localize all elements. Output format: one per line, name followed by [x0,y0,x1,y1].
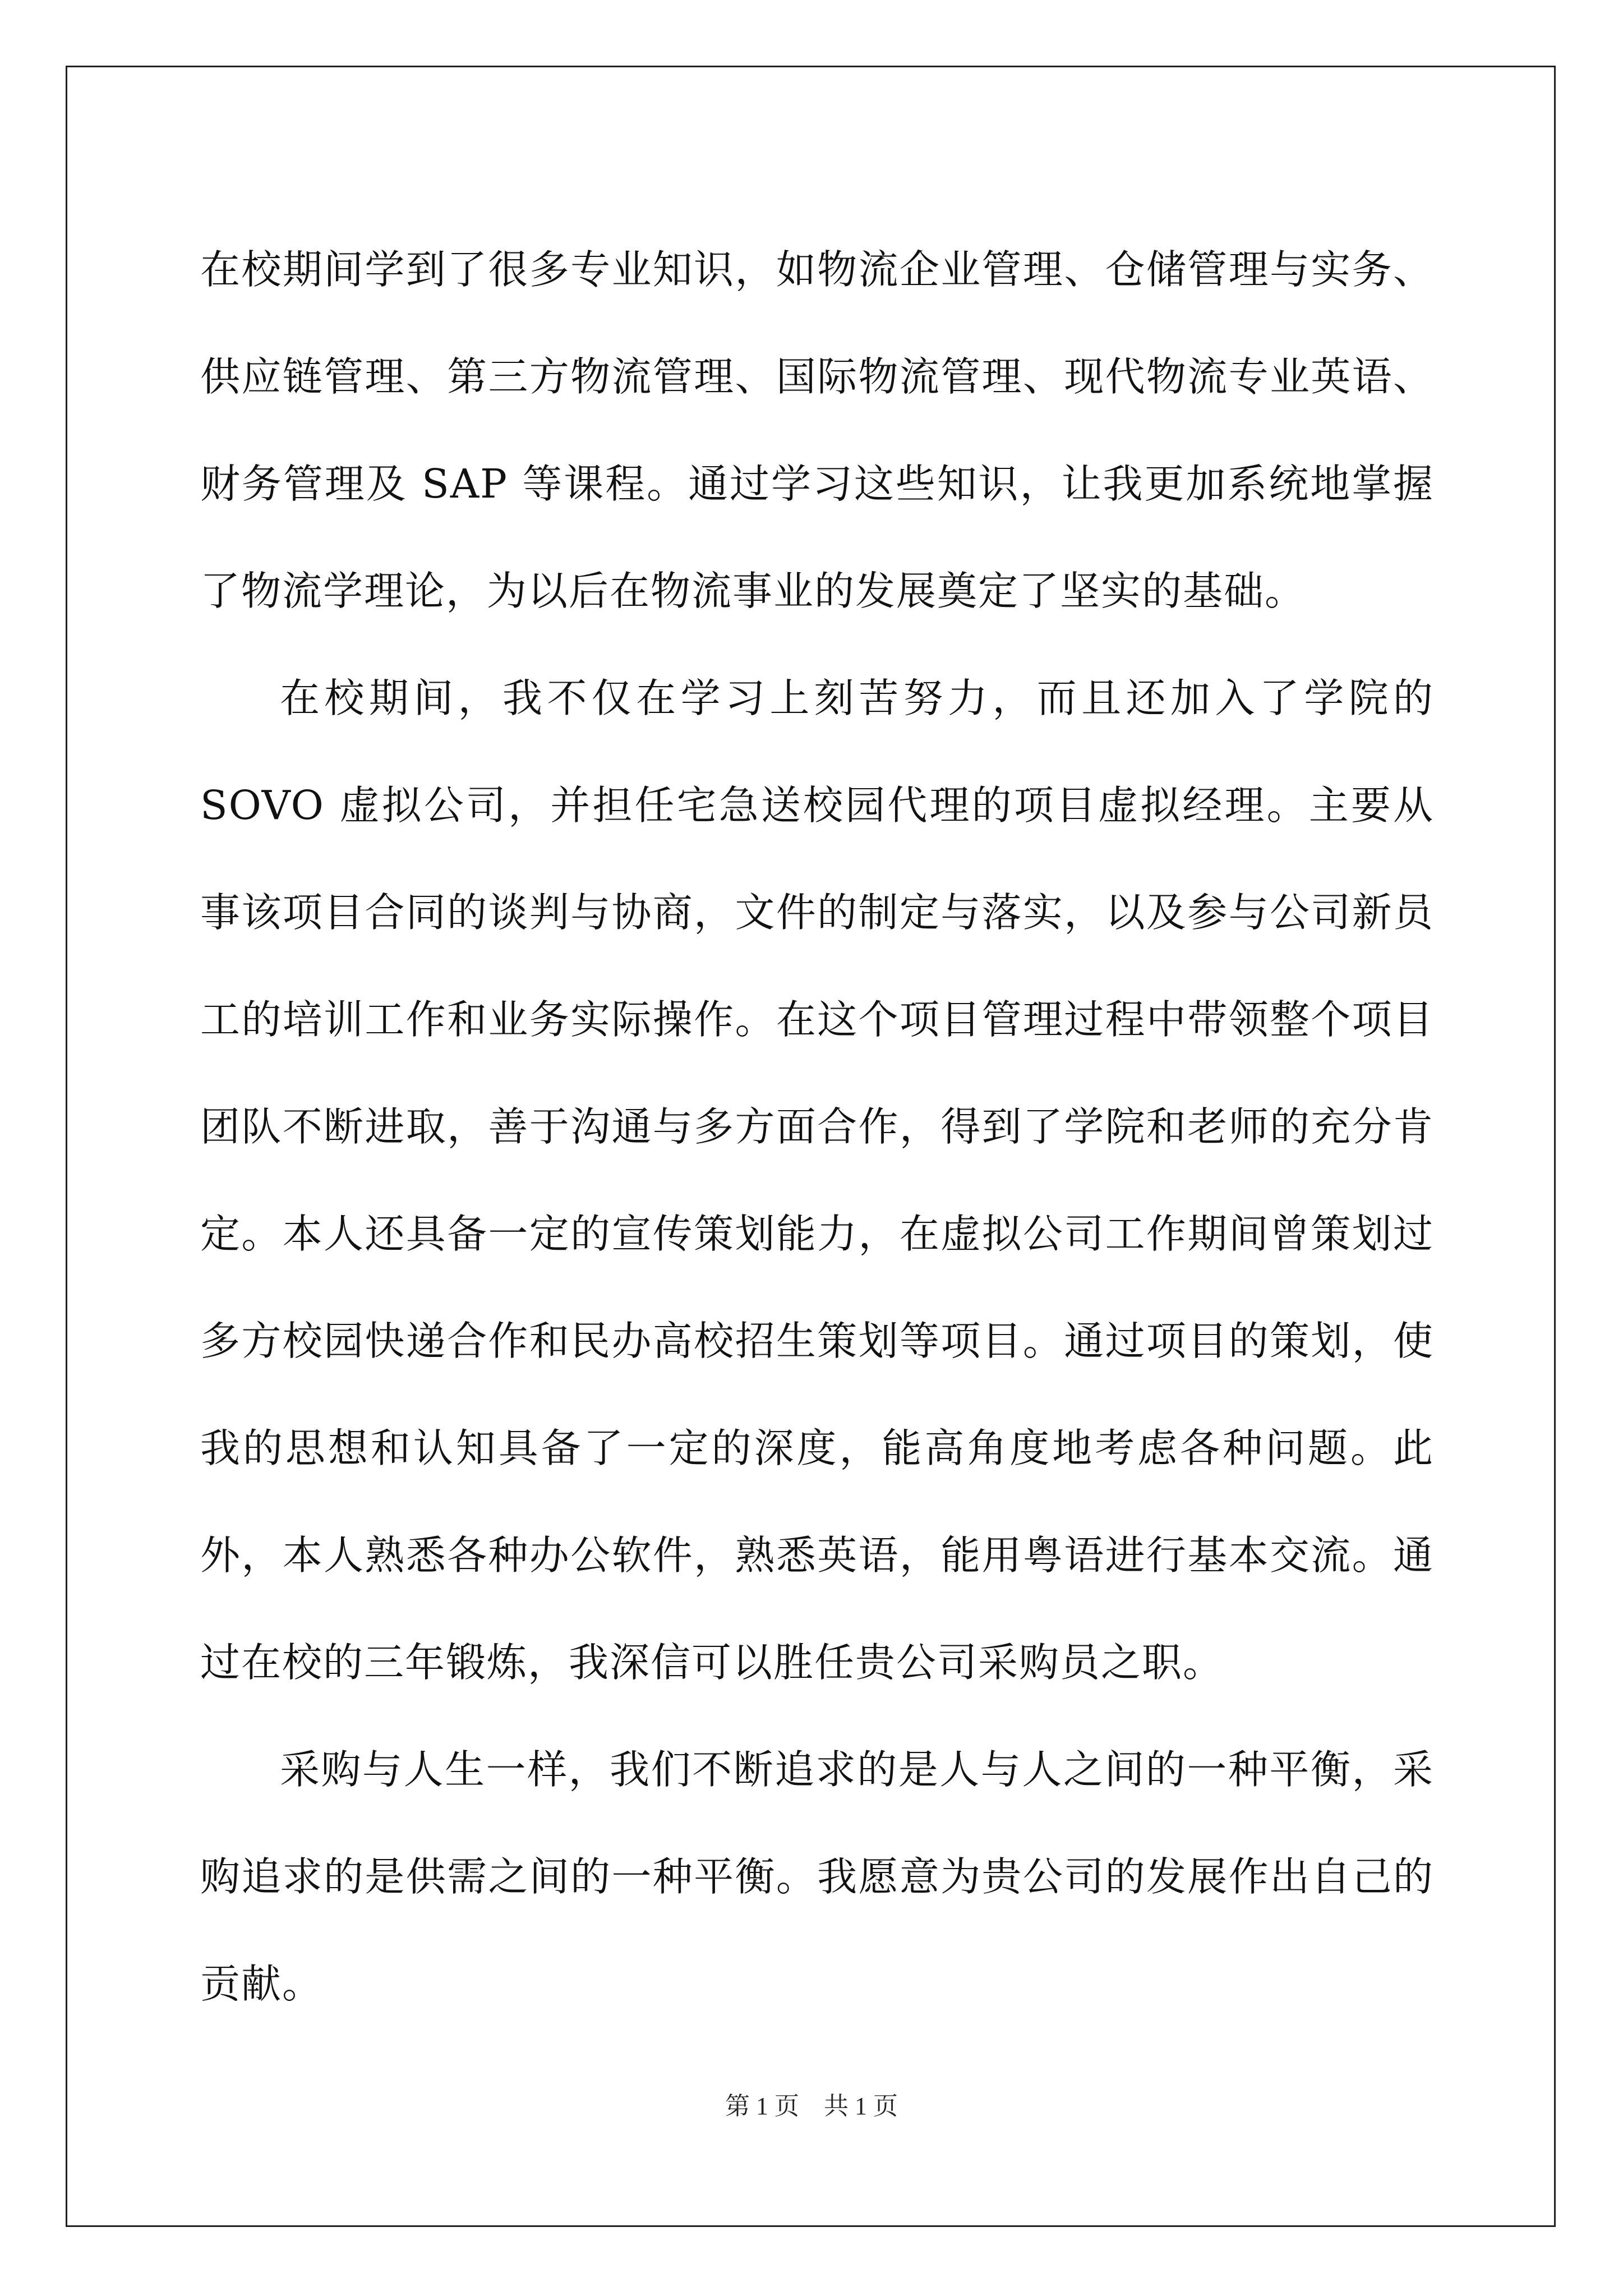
paragraph-1: 在校期间学到了很多专业知识，如物流企业管理、仓储管理与实务、供应链管理、第三方物流管理、国际物流管理、现代物流专业英语、财务管理及 SAP 等课程。通过学习这些知识，让我更加系统地掌握了物流学理论，为以后在物流事业的发展奠定了坚实的基础。 [200,246,1434,614]
page-footer: 第 1 页 共 1 页 [725,2092,898,2120]
paragraph-2: 在校期间，我不仅在学习上刻苦努力，而且还加入了学院的 SOVO 虚拟公司，并担任宅急送校园代理的项目虚拟经理。主要从事该项目合同的谈判与协商，文件的制定与落实，以及参与公司新员工的培训工作和业务实际操作。在这个项目管理过程中带领整个项目团队不断进取，善于沟通与多方面合作，得到了学院和老师的充分肯定。本人还具备一定的宣传策划能力，在虚拟公司工作期间曾策划过多方校园快递合作和民办高校招生策划等项目。通过项目的策划，使我的思想和认知具备了一定的深度，能高角度地考虑各种问题。此外，本人熟悉各种办公软件，熟悉英语，能用粤语进行基本交流。通过在校的三年锻炼，我深信可以胜任贵公司采购员之职。 [200,675,1434,1686]
paragraph-3: 采购与人生一样，我们不断追求的是人与人之间的一种平衡，采购追求的是供需之间的一种平衡。我愿意为贵公司的发展作出自己的贡献。 [200,1746,1434,2007]
document-body [200,216,1434,2037]
